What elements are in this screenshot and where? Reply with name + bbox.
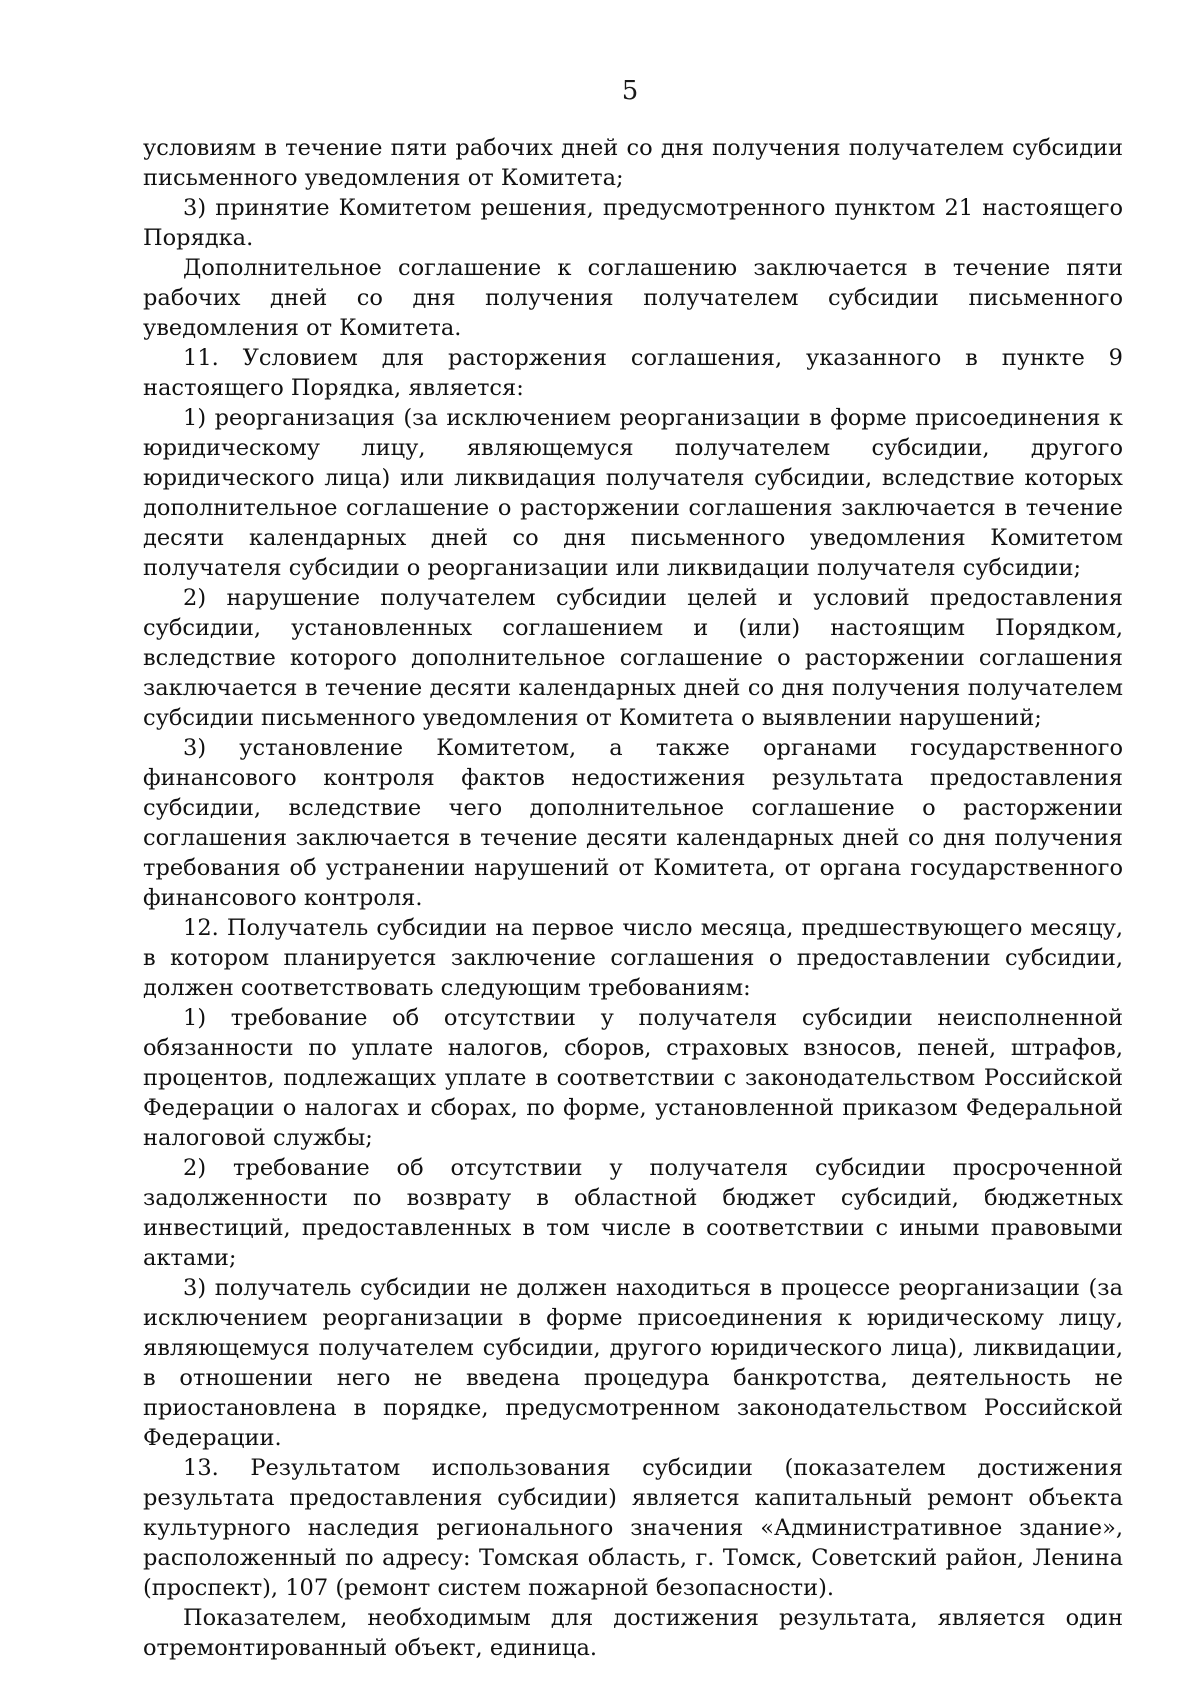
paragraph-12-item-3: 3) получатель субсидии не должен находиться в процессе реорганизации (за исключением реорганизации в форме присоединения к юридическому лицу, являющемуся получателем субсидии, другого юридического лица), ликвидации, в отношении него не введена процедура банкротства, деятельность не приостановлена в порядке, предусмотренном законодательством Российской Федерации. [143, 1275, 1123, 1451]
paragraph-11-item-2: 2) нарушение получателем субсидии целей и условий предоставления субсидии, установленных соглашением и (или) настоящим Порядком, вследствие которого дополнительное соглашение о расторжении соглашения заключается в течение десяти календарных дней со дня получения получателем субсидии письменного уведомления от Комитета о выявлении нарушений; [143, 585, 1123, 731]
paragraph-11: 11. Условием для расторжения соглашения, указанного в пункте 9 настоящего Порядка, является: [143, 345, 1123, 401]
paragraph-indicator: Показателем, необходимым для достижения результата, является один отремонтированный объект, единица. [143, 1605, 1123, 1661]
paragraph-continuation: условиям в течение пяти рабочих дней со дня получения получателем субсидии письменного уведомления от Комитета; [143, 135, 1123, 191]
paragraph-12: 12. Получатель субсидии на первое число месяца, предшествующего месяцу, в котором планируется заключение соглашения о предоставлении субсидии, должен соответствовать следующим требованиям: [143, 915, 1123, 1001]
paragraph-11-item-3: 3) установление Комитетом, а также органами государственного финансового контроля фактов недостижения результата предоставления субсидии, вследствие чего дополнительное соглашение о расторжении соглашения заключается в течение десяти календарных дней со дня получения требования об устранении нарушений от Комитета, от органа государственного финансового контроля. [143, 735, 1123, 911]
paragraph-additional-agreement: Дополнительное соглашение к соглашению заключается в течение пяти рабочих дней со дня получения получателем субсидии письменного уведомления от Комитета. [143, 255, 1123, 341]
paragraph-12-item-1: 1) требование об отсутствии у получателя субсидии неисполненной обязанности по уплате налогов, сборов, страховых взносов, пеней, штрафов, процентов, подлежащих уплате в соответствии с законодательством Российской Федерации о налогах и сборах, по форме, установленной приказом Федеральной налоговой службы; [143, 1005, 1123, 1151]
paragraph-10-item-3: 3) принятие Комитетом решения, предусмотренного пунктом 21 настоящего Порядка. [143, 195, 1123, 251]
paragraph-13: 13. Результатом использования субсидии (показателем достижения результата предоставления субсидии) является капитальный ремонт объекта культурного наследия регионального значения «Административное здание», расположенный по адресу: Томская область, г. Томск, Советский район, Ленина (проспект), 107 (ремонт систем пожарной безопасности). [143, 1455, 1123, 1601]
page-number: 5 [621, 76, 639, 106]
document-body [143, 133, 1123, 1663]
paragraph-11-item-1: 1) реорганизация (за исключением реорганизации в форме присоединения к юридическому лицу, являющемуся получателем субсидии, другого юридического лица) или ликвидация получателя субсидии, вследствие которых дополнительное соглашение о расторжении соглашения заключается в течение десяти календарных дней со дня письменного уведомления Комитетом получателя субсидии о реорганизации или ликвидации получателя субсидии; [143, 405, 1123, 581]
paragraph-12-item-2: 2) требование об отсутствии у получателя субсидии просроченной задолженности по возврату в областной бюджет субсидий, бюджетных инвестиций, предоставленных в том числе в соответствии с иными правовыми актами; [143, 1155, 1123, 1271]
